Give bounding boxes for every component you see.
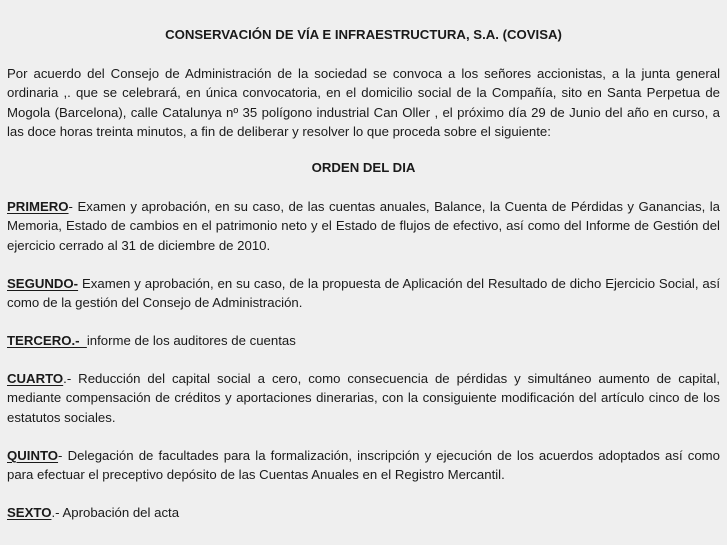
- agenda-item-separator: -: [58, 448, 68, 463]
- agenda-item-text: Delegación de facultades para la formalización, inscripción y ejecución de los acuerdos adoptados así como para efectuar el preceptivo depósito de las Cuentas Anuales en el Registro Mercantil.: [7, 448, 720, 483]
- agenda-item-tercero: [7, 331, 720, 350]
- intro-paragraph: Por acuerdo del Consejo de Administración de la sociedad se convoca a los señores accionistas, a la junta general ordinaria ,. que se celebrará, en única convocatoria, en el domicilio social de la Compañía, sito en Santa Perpetua de Mogola (Barcelona), calle Catalunya nº 35 polígono industrial Can Oller , el próximo día 29 de Junio del año en curso, a las doce horas treinta minutos, a fin de deliberar y resolver lo que proceda sobre el siguiente:: [7, 66, 720, 139]
- agenda-item-text: Reducción del capital social a cero, como consecuencia de pérdidas y simultáneo aumento de capital, mediante compensación de créditos y aportaciones dinerarias, con la consiguiente modificación del artículo cinco de los estatutos sociales.: [7, 371, 720, 425]
- agenda-item-cuarto: [7, 369, 720, 427]
- agenda-item-label: PRIMERO: [7, 199, 69, 214]
- agenda-item-separator: .-: [63, 371, 79, 386]
- agenda-item-separator: -: [68, 199, 78, 214]
- agenda-item-quinto: [7, 446, 720, 485]
- agenda-heading: ORDEN DEL DIA: [311, 160, 416, 175]
- agenda-item-text: Examen y aprobación, en su caso, de las cuentas anuales, Balance, la Cuenta de Pérdidas y Ganancias, la Memoria, Estado de cambios en el patrimonio neto y el Estado de flujos de efectivo, así como del Informe de Gestión del ejercicio cerrado al 31 de diciembre de 2010.: [7, 199, 720, 253]
- agenda-item-label: SEGUNDO-: [7, 276, 79, 291]
- agenda-item-text: Examen y aprobación, en su caso, de la propuesta de Aplicación del Resultado de dicho Ejercicio Social, así como de la gestión del Consejo de Administración.: [7, 276, 720, 311]
- agenda-item-text: Aprobación del acta: [62, 505, 180, 520]
- agenda-item-label: TERCERO.-: [7, 333, 87, 348]
- agenda-item-label: CUARTO: [7, 371, 64, 386]
- company-title: CONSERVACIÓN DE VÍA E INFRAESTRUCTURA, S.A. (COVISA): [165, 27, 562, 42]
- agenda-item-label: QUINTO: [7, 448, 59, 463]
- agenda-item-separator: .-: [51, 505, 63, 520]
- agenda-item-sexto: [7, 503, 720, 522]
- agenda-item-text: informe de los auditores de cuentas: [86, 333, 296, 348]
- agenda-item-segundo: [7, 274, 720, 313]
- agenda-item-label: SEXTO: [7, 505, 52, 520]
- agenda-item-primero: [7, 197, 720, 255]
